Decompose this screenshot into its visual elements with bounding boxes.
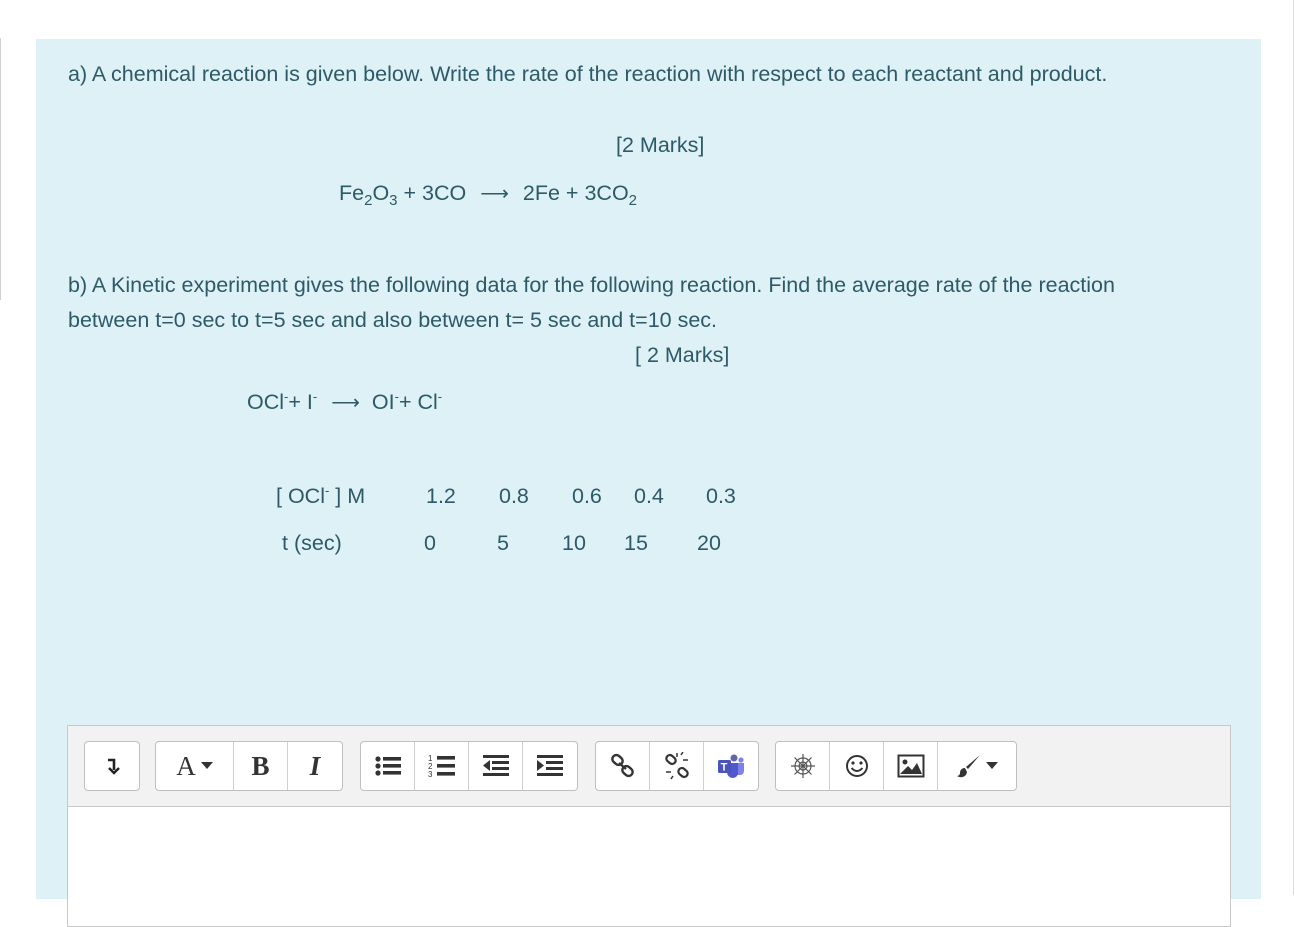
table-cell: 10	[562, 531, 586, 555]
toolbar-group-collapse	[84, 741, 140, 791]
unlink-icon	[663, 752, 691, 780]
left-divider	[0, 38, 1, 300]
svg-text:1: 1	[427, 754, 432, 763]
collapse-toolbar-button[interactable]	[85, 742, 139, 790]
table-cell: 0.8	[499, 484, 529, 508]
table-cell: 0.6	[572, 484, 602, 508]
reaction-arrow: ⟶	[480, 183, 509, 205]
paint-brush-button[interactable]	[938, 742, 1016, 790]
paint-brush-icon	[956, 753, 998, 779]
teams-icon	[717, 753, 745, 779]
table-cell: 0	[424, 531, 436, 555]
part-b-marks: [ 2 Marks]	[635, 343, 730, 367]
ordered-list-icon	[428, 753, 456, 779]
svg-text:T: T	[720, 761, 728, 774]
part-a-equation: $Fe_2O_3 + 3CO$ ⟶ $2Fe + 3CO_2$	[339, 176, 637, 212]
indent-icon	[536, 754, 564, 778]
part-b-equation: OCl-+ I- ⟶ OI-+ Cl-	[247, 385, 442, 421]
toolbar-group-insert	[775, 741, 1017, 791]
table-cell: 20	[697, 531, 721, 555]
table-cell: 0.4	[634, 484, 664, 508]
bold-button[interactable]	[234, 742, 288, 790]
right-divider	[1293, 0, 1294, 895]
unordered-list-button[interactable]	[361, 742, 415, 790]
collapse-icon	[104, 757, 120, 775]
unlink-button[interactable]	[650, 742, 704, 790]
answer-editor	[67, 725, 1231, 927]
table-cell: 1.2	[426, 484, 456, 508]
toolbar-group-lists	[360, 741, 578, 791]
indent-button[interactable]	[523, 742, 577, 790]
part-b-text-line2: between t=0 sec to t=5 sec and also between t= 5 sec and t=10 sec.	[68, 308, 718, 332]
toolbar-group-style	[155, 741, 343, 791]
font-style-icon: A	[176, 751, 213, 782]
ordered-list-button[interactable]	[415, 742, 469, 790]
italic-icon: I	[309, 750, 321, 781]
link-button[interactable]	[596, 742, 650, 790]
teams-button[interactable]	[704, 742, 758, 790]
image-icon	[897, 754, 925, 778]
toolbar-group-links	[595, 741, 759, 791]
editor-content-area[interactable]	[68, 807, 1230, 926]
part-a-marks: [2 Marks]	[616, 133, 705, 157]
part-a-text: a) A chemical reaction is given below. Write the rate of the reaction with respect to each reactant and product.	[68, 62, 1108, 86]
emoji-icon	[844, 753, 870, 779]
image-button[interactable]	[884, 742, 938, 790]
outdent-button[interactable]	[469, 742, 523, 790]
equation-button[interactable]	[776, 742, 830, 790]
link-icon	[610, 753, 636, 779]
reaction-arrow: ⟶	[331, 392, 360, 414]
italic-button[interactable]	[288, 742, 342, 790]
equation-icon	[789, 752, 817, 780]
emoji-button[interactable]	[830, 742, 884, 790]
svg-text:3: 3	[427, 770, 432, 779]
bold-icon: B	[251, 750, 270, 781]
outdent-icon	[482, 754, 510, 778]
font-style-button[interactable]	[156, 742, 234, 790]
part-b-text-line1: b) A Kinetic experiment gives the following data for the following reaction. Find the average rate of the reaction	[68, 273, 1115, 297]
table-cell: 0.3	[706, 484, 736, 508]
unordered-list-icon	[374, 754, 402, 778]
svg-text:2: 2	[427, 762, 432, 771]
table-cell: 5	[497, 531, 509, 555]
table-row-label-time: t (sec)	[282, 531, 342, 555]
table-cell: 15	[624, 531, 648, 555]
editor-toolbar	[68, 726, 1230, 807]
table-row-label-concentration: [ OCl- ] M	[276, 483, 366, 508]
